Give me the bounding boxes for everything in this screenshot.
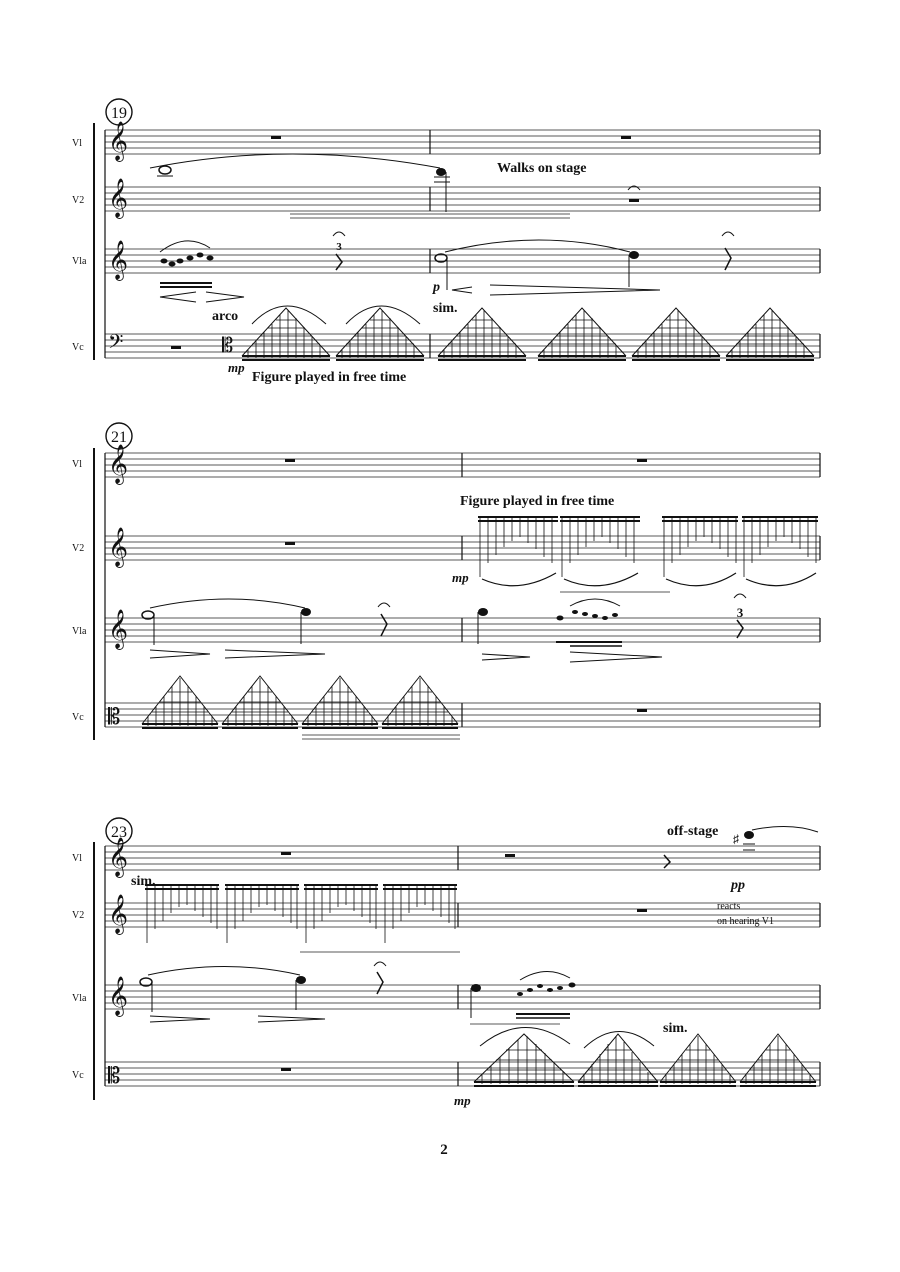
whole-rest-icon [637,709,647,712]
whole-rest-icon [637,909,647,912]
rehearsal-mark: 19 [111,105,127,122]
sim-text: sim. [433,301,458,316]
v2-figure [478,517,558,586]
decrescendo-hairpin [258,1016,325,1022]
instrument-label: Vc [72,342,84,353]
decrescendo-hairpin [570,652,662,662]
treble-clef-icon: 𝄞 [108,529,129,566]
note [301,608,311,616]
whole-rest-icon [271,136,281,139]
vc-figure [578,1031,658,1086]
vc-figure [142,676,218,728]
vc-figure [740,1034,816,1086]
barlines [105,846,820,1086]
v2-figure [560,517,640,586]
note [478,608,488,616]
instrument-label: Vl [72,138,82,149]
instrument-label: V2 [72,195,85,206]
reacts-text: on hearing V1 [717,916,775,927]
treble-clef-icon: 𝄞 [108,242,129,279]
fermata-icon [734,594,746,598]
system-23 [72,818,820,1108]
v2-figure [304,885,378,943]
staff-vla [105,249,820,273]
whole-rest-icon [285,459,295,462]
v2-figure [742,517,818,586]
dynamic-p: p [433,280,440,295]
fermata-icon [333,232,345,236]
sim-text: sim. [131,874,156,889]
whole-note [159,166,171,174]
v2-figure [383,885,457,943]
instrument-label: Vc [72,1070,84,1081]
note [296,976,306,984]
decrescendo-hairpin [150,1016,210,1022]
treble-clef-icon: 𝄞 [108,978,129,1015]
staff-vl [105,846,820,870]
walks-on-stage-text: Walks on stage [497,161,587,176]
tie [445,240,630,252]
rehearsal-mark: 23 [111,824,127,841]
dynamic-mp: mp [228,360,245,375]
reacts-text: reacts [717,901,741,912]
treble-clef-icon: 𝄞 [108,180,129,217]
v2-figure [145,885,219,943]
vla-grace-figure [160,241,214,287]
system-19 [72,99,820,385]
tie [150,154,440,168]
decrescendo-hairpin [206,292,244,302]
instrument-label: Vla [72,626,87,637]
instrument-label: Vc [72,712,84,723]
treble-clef-icon: 𝄞 [108,839,129,876]
quarter-rest-icon [664,855,670,868]
staff-v2 [105,903,820,927]
vc-figure [474,1027,574,1086]
whole-rest-icon [637,459,647,462]
figure-free-time-text: Figure played in free time [252,370,407,385]
sim-text: sim. [663,1021,688,1036]
dynamic-mp: mp [452,570,469,585]
staff-vla [105,985,820,1009]
instrument-label: Vl [72,853,82,864]
figure-free-time-text: Figure played in free time [460,494,615,509]
fermata-icon [722,232,734,236]
tie [148,967,300,976]
vc-figure [660,1034,736,1086]
whole-rest-icon [171,346,181,349]
triplet-number: 3 [336,241,342,253]
vla-grace-figure [516,971,576,1018]
decrescendo-hairpin [225,650,325,658]
instrument-label: V2 [72,910,85,921]
fermata-icon [378,603,390,607]
instrument-label: Vl [72,459,82,470]
instrument-label: V2 [72,543,85,554]
alto-clef-icon: 𝄡 [222,335,234,357]
arco-text: arco [212,309,239,324]
dynamic-mp: mp [454,1093,471,1108]
alto-clef-icon: 𝄡 [108,1063,121,1088]
vc-figure [222,676,298,728]
vla-grace-figure [556,599,622,646]
note [629,251,639,259]
staff-vl [105,130,820,154]
alto-clef-icon: 𝄡 [108,704,121,729]
whole-rest-icon [285,542,295,545]
note [436,168,446,176]
note [744,831,754,839]
whole-rest-icon [281,1068,291,1071]
whole-rest-icon [621,136,631,139]
page-number: 2 [440,1142,448,1158]
fermata-icon [374,962,386,966]
treble-clef-icon: 𝄞 [108,446,129,483]
v2-figure [662,517,738,586]
vc-figure [382,676,458,728]
staff-vc [105,334,820,358]
decrescendo-hairpin [482,654,530,660]
decrescendo-hairpin [150,650,210,658]
note [471,984,481,992]
treble-clef-icon: 𝄞 [108,896,129,933]
whole-rest-icon [281,852,291,855]
treble-clef-icon: 𝄞 [108,123,129,160]
tie [752,826,818,832]
bass-clef-icon: 𝄢 [108,332,124,358]
staff-v2 [105,187,820,211]
v2-figure [225,885,299,943]
tie [150,599,305,608]
off-stage-text: off-stage [667,824,719,839]
triplet-number: 3 [736,605,744,620]
vc-figure [302,676,378,728]
crescendo-hairpin [160,292,196,302]
sharp-icon: ♯ [733,832,739,846]
treble-clef-icon: 𝄞 [108,611,129,648]
dynamic-pp: pp [731,878,745,893]
instrument-label: Vla [72,256,87,267]
instrument-label: Vla [72,993,87,1004]
system-21 [72,423,820,740]
half-rest-icon [505,854,515,857]
crescendo-hairpin [452,287,472,293]
rehearsal-mark: 21 [111,429,127,446]
decrescendo-hairpin [490,285,660,295]
